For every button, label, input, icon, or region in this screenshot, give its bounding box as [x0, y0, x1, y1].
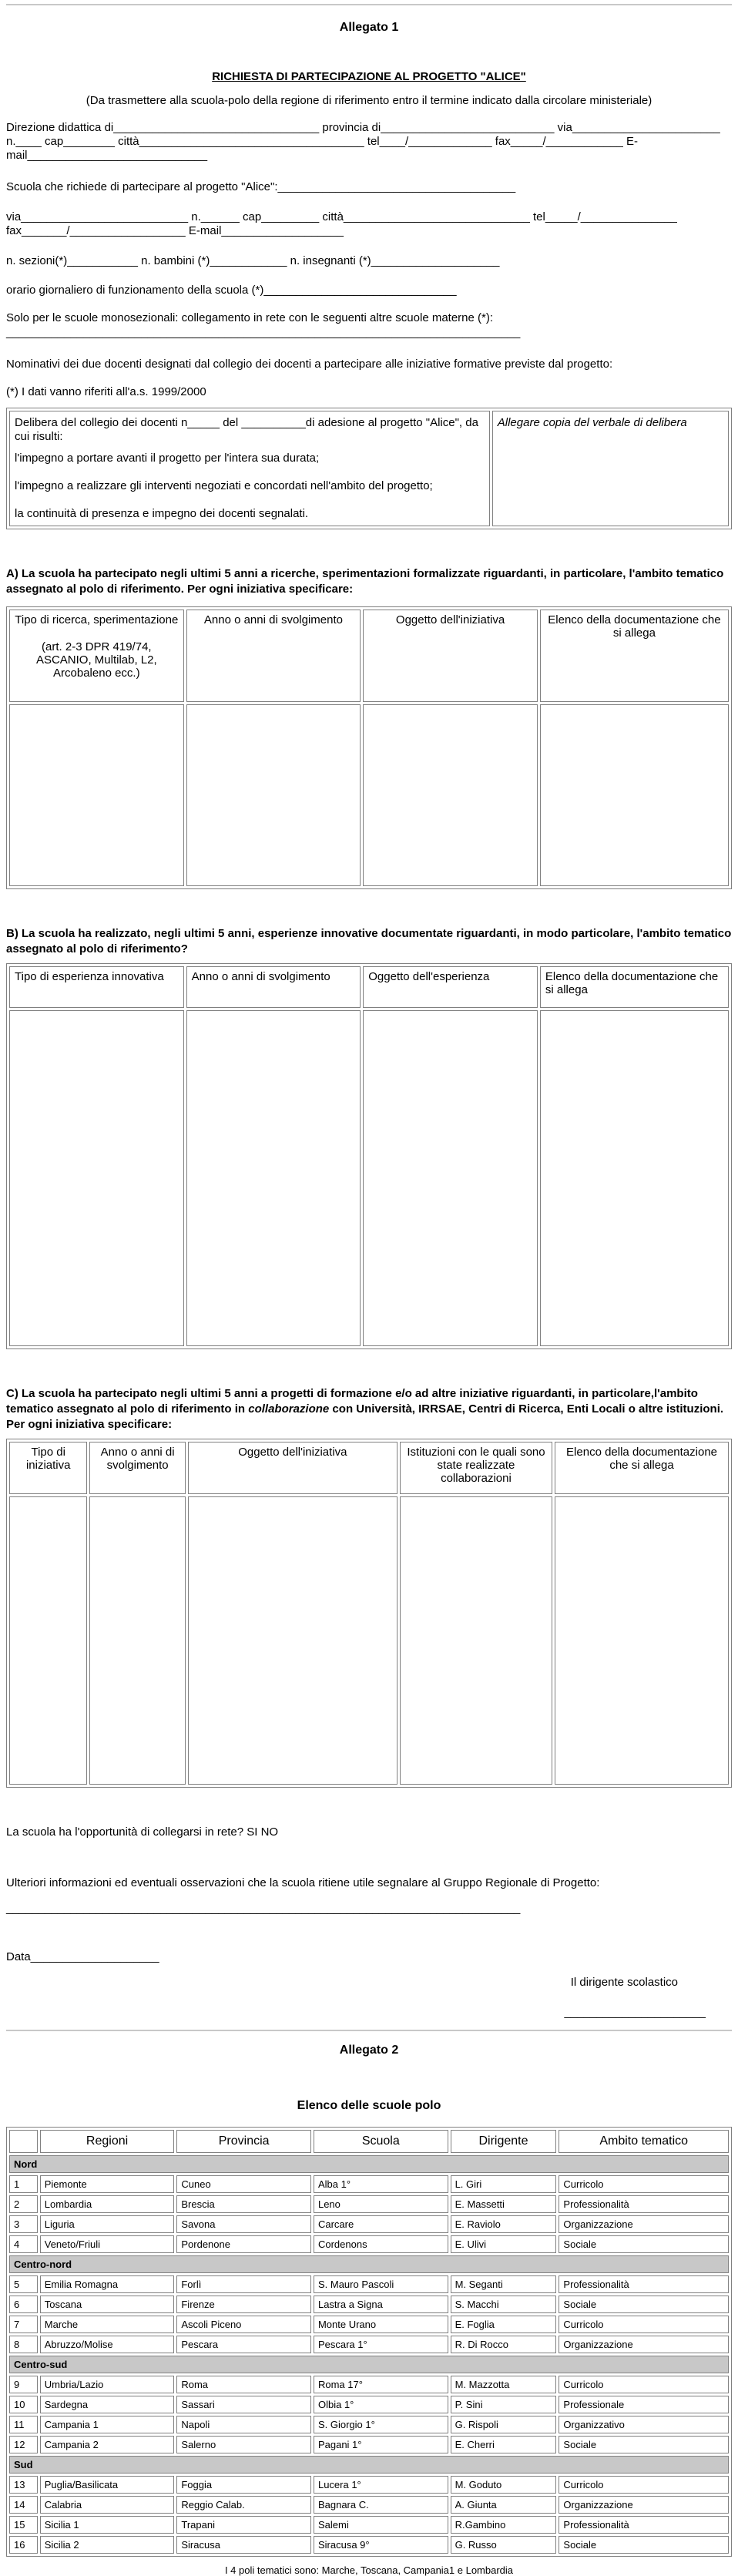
section-a-col-tipo-note: (art. 2-3 DPR 419/74, ASCANIO, Multilab, L2, Arcobaleno ecc.) — [35, 640, 157, 680]
table-cell: 9 — [9, 2376, 38, 2393]
section-b-table — [6, 963, 732, 1349]
table-cell: Forlì — [176, 2275, 311, 2293]
delibera-table — [6, 408, 732, 529]
delibera-continuita: la continuità di presenza e impegno dei docenti segnalati. — [15, 507, 309, 520]
document-page — [0, 4, 738, 2576]
table-cell: 15 — [9, 2516, 38, 2534]
table-cell: Calabria — [40, 2496, 175, 2514]
table-header-cell: Dirigente — [451, 2130, 557, 2153]
section-c-col-documentazione: Elenco della documentazione che si allega — [555, 1442, 729, 1494]
table-cell: Curricolo — [559, 2175, 729, 2193]
table-cell: 4 — [9, 2235, 38, 2253]
table-cell: G. Rispoli — [451, 2416, 557, 2433]
section-a-col-tipo-label: Tipo di ricerca, sperimentazione — [15, 613, 179, 626]
table-cell: Roma 17° — [314, 2376, 448, 2393]
table-row — [9, 2376, 729, 2393]
request-subtitle: (Da trasmettere alla scuola-polo della regione di riferimento entro il termine indicato dalla circolare ministeriale) — [86, 94, 652, 107]
table-cell: E. Cherri — [451, 2436, 557, 2453]
monosezionali-fill: ________________________________________________________________________________ — [6, 326, 521, 339]
table-row — [9, 2195, 729, 2213]
request-title: RICHIESTA DI PARTECIPAZIONE AL PROGETTO "ALICE" — [212, 70, 526, 83]
table-cell: Leno — [314, 2195, 448, 2213]
section-c-col-tipo: Tipo di iniziativa — [9, 1442, 87, 1494]
table-cell: Cuneo — [176, 2175, 311, 2193]
table-cell: Pescara 1° — [314, 2336, 448, 2353]
section-c-col-anno: Anno o anni di svolgimento — [89, 1442, 185, 1494]
section-b-blank-cell — [363, 1010, 538, 1346]
table-cell: Sociale — [559, 2296, 729, 2313]
table-cell: S. Giorgio 1° — [314, 2416, 448, 2433]
table-row — [9, 2436, 729, 2453]
table-cell: 6 — [9, 2296, 38, 2313]
table-cell: Abruzzo/Molise — [40, 2336, 175, 2353]
table-cell: Ascoli Piceno — [176, 2316, 311, 2333]
table-row — [9, 2316, 729, 2333]
table-cell: Organizzazione — [559, 2336, 729, 2353]
group-label: Sud — [9, 2456, 729, 2474]
table-cell: Curricolo — [559, 2376, 729, 2393]
poli-tematici-note: I 4 poli tematici sono: Marche, Toscana, Campania1 e Lombardia — [224, 2564, 514, 2576]
table-row — [9, 2416, 729, 2433]
table-row — [9, 2215, 729, 2233]
top-divider — [6, 4, 732, 5]
group-label: Nord — [9, 2155, 729, 2173]
table-cell: Salemi — [314, 2516, 448, 2534]
table-cell: R.Gambino — [451, 2516, 557, 2534]
section-a-col-documentazione: Elenco della documentazione che si allega — [540, 610, 729, 702]
table-cell: Puglia/Basilicata — [40, 2476, 175, 2494]
table-cell: Emilia Romagna — [40, 2275, 175, 2293]
scuole-polo-table — [6, 2127, 732, 2557]
table-cell: Professionalità — [559, 2195, 729, 2213]
table-cell: Organizzazione — [559, 2496, 729, 2514]
table-cell: Reggio Calab. — [176, 2496, 311, 2514]
section-c-blank-cell — [555, 1496, 729, 1785]
nominativi-line: Nominativi dei due docenti designati dal collegio dei docenti a partecipare alle iniziative formative previste dal progetto: — [6, 358, 613, 371]
section-b-blank-cell — [9, 1010, 184, 1346]
table-cell: Curricolo — [559, 2476, 729, 2494]
firma-line: ______________________ — [564, 2006, 706, 2019]
group-row — [9, 2356, 729, 2373]
section-b-col-documentazione: Elenco della documentazione che si allega — [540, 966, 729, 1008]
delibera-impegno-interventi: l'impegno a realizzare gli interventi negoziati e concordati nell'ambito del progetto; — [15, 479, 433, 492]
section-c-heading-part2: con Università, IRRSAE, Centri di Ricerca, Enti Locali o altre istituzioni. Per ogni iniziativa specificare: — [6, 1402, 724, 1431]
table-cell: Salerno — [176, 2436, 311, 2453]
section-c-heading — [6, 1386, 732, 1432]
section-c-blank-cell — [89, 1496, 185, 1785]
table-header-cell: Ambito tematico — [559, 2130, 729, 2153]
table-cell: R. Di Rocco — [451, 2336, 557, 2353]
table-cell: 7 — [9, 2316, 38, 2333]
table-cell: Organizzazione — [559, 2215, 729, 2233]
allegare-text: Allegare copia del verbale di delibera — [497, 416, 687, 429]
section-c-col-istituzioni: Istituzioni con le quali sono state realizzate collaborazioni — [400, 1442, 552, 1494]
table-cell: Organizzativo — [559, 2416, 729, 2433]
table-cell: P. Sini — [451, 2396, 557, 2413]
section-a-col-anno: Anno o anni di svolgimento — [186, 610, 361, 702]
table-row — [9, 2476, 729, 2494]
school-address-line: via__________________________ n.______ cap_________ città_____________________________ tel_____/_______________ — [6, 210, 677, 223]
table-cell: 1 — [9, 2175, 38, 2193]
section-a-blank-cell — [186, 704, 361, 886]
section-c-heading-part1: C) La scuola ha partecipato negli ultimi 5 anni a progetti di formazione e/o ad altre iniziative riguardanti, in particolare,l'ambito tematico assegnato al polo di riferimento in — [6, 1387, 698, 1416]
section-a-table — [6, 606, 732, 889]
table-cell: 10 — [9, 2396, 38, 2413]
table-cell: 16 — [9, 2536, 38, 2554]
table-header-cell: Scuola — [314, 2130, 448, 2153]
section-c-heading-italic: collaborazione — [248, 1402, 330, 1416]
table-cell: Sociale — [559, 2436, 729, 2453]
table-cell: Alba 1° — [314, 2175, 448, 2193]
data-line: Data____________________ — [6, 1950, 159, 1963]
table-cell: Professionalità — [559, 2275, 729, 2293]
table-cell: L. Giri — [451, 2175, 557, 2193]
section-b-heading: B) La scuola ha realizzato, negli ultimi 5 anni, esperienze innovative documentate riguardanti, in modo particolare, l'ambito tematico assegnato al polo di riferimento? — [6, 927, 732, 956]
table-cell: G. Russo — [451, 2536, 557, 2554]
monosezionali-line: Solo per le scuole monosezionali: collegamento in rete con le seguenti altre scuole materne (*): — [6, 311, 494, 324]
table-cell: 11 — [9, 2416, 38, 2433]
table-cell: Campania 2 — [40, 2436, 175, 2453]
table-cell: Piemonte — [40, 2175, 175, 2193]
group-row — [9, 2255, 729, 2273]
table-cell: Umbria/Lazio — [40, 2376, 175, 2393]
group-label: Centro-sud — [9, 2356, 729, 2373]
table-cell: Professionale — [559, 2396, 729, 2413]
table-cell: Olbia 1° — [314, 2396, 448, 2413]
group-row — [9, 2155, 729, 2173]
table-cell: Monte Urano — [314, 2316, 448, 2333]
section-b-col-tipo: Tipo di esperienza innovativa — [9, 966, 184, 1008]
table-cell: Campania 1 — [40, 2416, 175, 2433]
table-cell: Brescia — [176, 2195, 311, 2213]
section-b-blank-cell — [540, 1010, 729, 1346]
table-row — [9, 2496, 729, 2514]
section-a-heading: A) La scuola ha partecipato negli ultimi 5 anni a ricerche, sperimentazioni formalizzate riguardanti, in particolare, l'ambito tematico assegnato al polo di riferimento. Per ogni iniziativa specificare: — [6, 567, 724, 596]
table-cell: Veneto/Friuli — [40, 2235, 175, 2253]
table-cell: Pescara — [176, 2336, 311, 2353]
section-a-blank-cell — [540, 704, 729, 886]
table-cell: 14 — [9, 2496, 38, 2514]
table-cell: S. Mauro Pascoli — [314, 2275, 448, 2293]
table-cell: Siracusa 9° — [314, 2536, 448, 2554]
ulteriori-fill: ________________________________________________________________________________ — [6, 1902, 521, 1915]
form-line-contatti: n.____ cap________ città___________________________________ tel____/_____________ fax_____/____________ E- — [6, 135, 638, 148]
table-cell: Bagnara C. — [314, 2496, 448, 2514]
delibera-cell — [9, 411, 490, 526]
table-cell: Foggia — [176, 2476, 311, 2494]
table-row — [9, 2175, 729, 2193]
table-row — [9, 2516, 729, 2534]
table-cell: Professionalità — [559, 2516, 729, 2534]
table-cell: E. Ulivi — [451, 2235, 557, 2253]
table-cell: S. Macchi — [451, 2296, 557, 2313]
table-cell: 13 — [9, 2476, 38, 2494]
table-header-cell: Provincia — [176, 2130, 311, 2153]
table-header-cell — [9, 2130, 38, 2153]
elenco-title: Elenco delle scuole polo — [297, 2099, 441, 2112]
middle-divider — [6, 2030, 732, 2031]
table-row — [9, 2275, 729, 2293]
table-row — [9, 2396, 729, 2413]
table-cell: M. Mazzotta — [451, 2376, 557, 2393]
orario-line: orario giornaliero di funzionamento della scuola (*)______________________________ — [6, 284, 457, 297]
table-cell: Carcare — [314, 2215, 448, 2233]
table-cell: Marche — [40, 2316, 175, 2333]
table-cell: Cordenons — [314, 2235, 448, 2253]
form-line-email: mail____________________________ — [6, 149, 208, 162]
note-dati: (*) I dati vanno riferiti all'a.s. 1999/2000 — [6, 385, 206, 398]
table-cell: Firenze — [176, 2296, 311, 2313]
table-cell: Liguria — [40, 2215, 175, 2233]
rete-question: La scuola ha l'opportunità di collegarsi in rete? SI NO — [6, 1825, 279, 1839]
table-cell: Trapani — [176, 2516, 311, 2534]
section-c-table — [6, 1439, 732, 1788]
table-row — [9, 2235, 729, 2253]
table-cell: Savona — [176, 2215, 311, 2233]
table-cell: Sicilia 2 — [40, 2536, 175, 2554]
table-cell: 3 — [9, 2215, 38, 2233]
table-cell: E. Foglia — [451, 2316, 557, 2333]
table-cell: Pordenone — [176, 2235, 311, 2253]
section-c-blank-cell — [400, 1496, 552, 1785]
table-cell: 12 — [9, 2436, 38, 2453]
school-fax-line: fax_______/__________________ E-mail___________________ — [6, 224, 344, 237]
ulteriori-informazioni: Ulteriori informazioni ed eventuali osservazioni che la scuola ritiene utile segnalare al Gruppo Regionale di Progetto: — [6, 1876, 600, 1889]
table-row — [9, 2296, 729, 2313]
delibera-text: Delibera del collegio dei docenti n_____ del __________di adesione al progetto "Alice", da cui risulti: — [15, 416, 478, 443]
table-cell: Siracusa — [176, 2536, 311, 2554]
section-b-col-anno: Anno o anni di svolgimento — [186, 966, 361, 1008]
table-cell: E. Raviolo — [451, 2215, 557, 2233]
school-request-line: Scuola che richiede di partecipare al progetto "Alice":_____________________________________ — [6, 180, 516, 193]
table-cell: Sicilia 1 — [40, 2516, 175, 2534]
table-cell: E. Massetti — [451, 2195, 557, 2213]
section-a-col-tipo — [9, 610, 184, 702]
group-label: Centro-nord — [9, 2255, 729, 2273]
group-row — [9, 2456, 729, 2474]
allegato1-label: Allegato 1 — [339, 21, 399, 34]
section-a-blank-cell — [9, 704, 184, 886]
table-cell: Sociale — [559, 2235, 729, 2253]
table-cell: Lastra a Signa — [314, 2296, 448, 2313]
section-b-blank-cell — [186, 1010, 361, 1346]
counts-line: n. sezioni(*)___________ n. bambini (*)____________ n. insegnanti (*)____________________ — [6, 254, 500, 267]
section-c-col-oggetto: Oggetto dell'iniziativa — [188, 1442, 398, 1494]
table-cell: Toscana — [40, 2296, 175, 2313]
table-cell: 2 — [9, 2195, 38, 2213]
section-c-blank-cell — [9, 1496, 87, 1785]
table-cell: Sardegna — [40, 2396, 175, 2413]
table-cell: 5 — [9, 2275, 38, 2293]
table-cell: M. Seganti — [451, 2275, 557, 2293]
table-cell: Sassari — [176, 2396, 311, 2413]
form-line-direzione: Direzione didattica di________________________________ provincia di___________________________ via_______________________ — [6, 121, 720, 134]
table-cell: M. Goduto — [451, 2476, 557, 2494]
allegare-cell — [492, 411, 729, 526]
section-b-col-oggetto: Oggetto dell'esperienza — [363, 966, 538, 1008]
table-cell: Lucera 1° — [314, 2476, 448, 2494]
table-cell: A. Giunta — [451, 2496, 557, 2514]
section-c-blank-cell — [188, 1496, 398, 1785]
table-cell: Lombardia — [40, 2195, 175, 2213]
table-cell: Roma — [176, 2376, 311, 2393]
allegato2-label: Allegato 2 — [339, 2044, 399, 2057]
table-header-cell: Regioni — [40, 2130, 175, 2153]
table-cell: Pagani 1° — [314, 2436, 448, 2453]
table-cell: Napoli — [176, 2416, 311, 2433]
section-a-col-oggetto: Oggetto dell'iniziativa — [363, 610, 538, 702]
table-cell: Curricolo — [559, 2316, 729, 2333]
delibera-impegno-durata: l'impegno a portare avanti il progetto per l'intera sua durata; — [15, 452, 320, 465]
table-row — [9, 2336, 729, 2353]
section-a-blank-cell — [363, 704, 538, 886]
dirigente-label: Il dirigente scolastico — [570, 1976, 678, 1989]
table-cell: Sociale — [559, 2536, 729, 2554]
table-cell: 8 — [9, 2336, 38, 2353]
